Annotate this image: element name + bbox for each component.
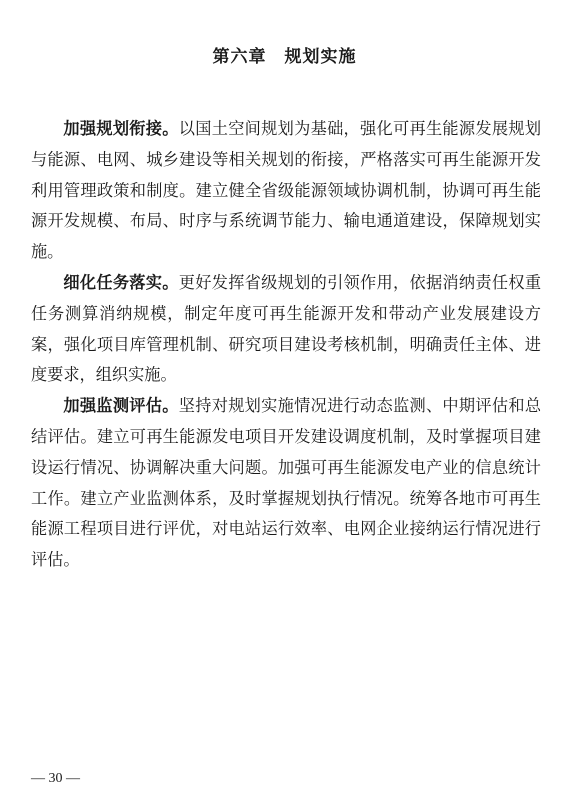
paragraph-body: 以国土空间规划为基础，强化可再生能源发展规划与能源、电网、城乡建设等相关规划的衔接，严格落实可再生能源开发利用管理政策和制度。建立健全省级能源领域协调机制，协调可再生能源开发规模、布局、时序与系统调节能力、输电通道建设，保障规划实施。: [31, 119, 542, 262]
paragraph-lead: 加强规划衔接。: [63, 119, 179, 138]
paragraph-lead: 细化任务落实。: [63, 272, 179, 292]
paragraph-planning-coordination: [31, 114, 541, 268]
paragraph-task-implementation: [31, 268, 541, 391]
paragraph-body: 更好发挥省级规划的引领作用，依据消纳责任权重任务测算消纳规模，制定年度可再生能源开发和带动产业发展建设方案，强化项目库管理机制、研究项目建设考核机制，明确责任主体、进度要求，组织实施。: [31, 272, 542, 385]
chapter-body: [31, 114, 541, 576]
paragraph-monitoring-evaluation: [31, 391, 541, 576]
page-number: — 30 —: [31, 771, 80, 786]
paragraph-body: 坚持对规划实施情况进行动态监测、中期评估和总结评估。建立可再生能源发电项目开发建设调度机制，及时掌握项目建设运行情况、协调解决重大问题。加强可再生能源发电产业的信息统计工作。建立产业监测体系，及时掌握规划执行情况。统筹各地市可再生能源工程项目进行评优，对电站运行效率、电网企业接纳运行情况进行评估。: [31, 396, 542, 570]
paragraph-lead: 加强监测评估。: [63, 396, 179, 416]
chapter-title: 第六章 规划实施: [212, 47, 357, 67]
